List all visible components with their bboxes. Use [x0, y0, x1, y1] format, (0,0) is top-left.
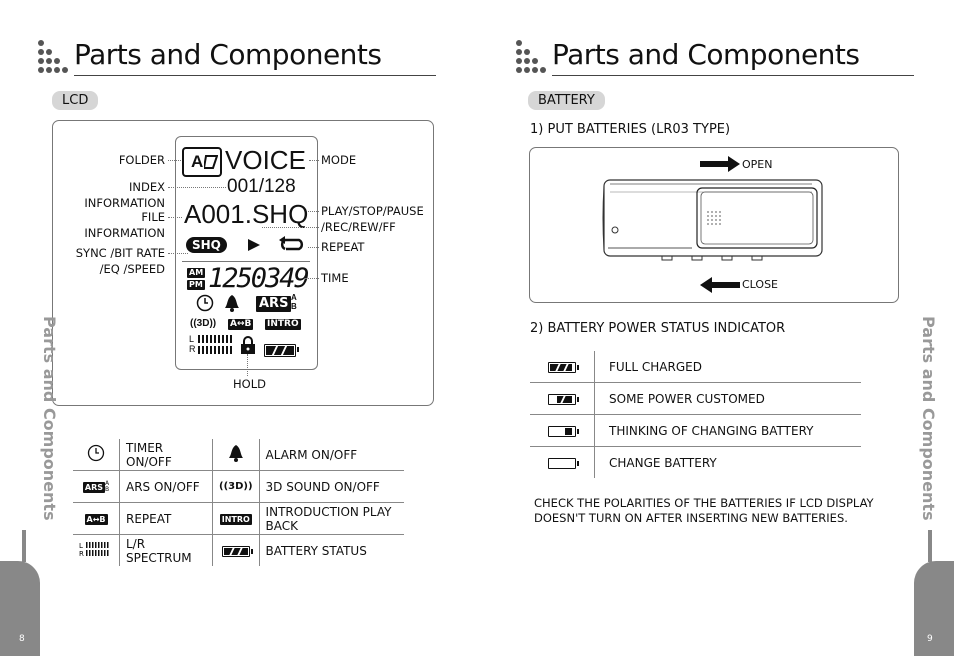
page-number-right: 9 [927, 634, 933, 644]
battery-two-thirds-icon [548, 394, 576, 405]
lcd-screen [175, 136, 318, 370]
recorder-device-illustration [602, 176, 828, 268]
intro-icon: INTRO [221, 514, 250, 524]
ars-badge: ARS [256, 296, 291, 312]
section-label-lcd: LCD [52, 91, 98, 110]
battery-level-cell [530, 415, 595, 447]
title-rule [552, 75, 914, 76]
lr-spectrum-bars [198, 335, 234, 355]
step1-heading: 1) PUT BATTERIES (LR03 TYPE) [530, 122, 731, 137]
svg-text:L: L [79, 542, 83, 550]
title-dots-decoration [38, 40, 74, 78]
battery-status-label: SOME POWER CUSTOMED [595, 383, 862, 415]
bell-icon [223, 294, 241, 312]
callout-file-information: FILE INFORMATION [84, 210, 165, 240]
quality-badge: SHQ [186, 237, 227, 253]
table-row [530, 415, 862, 447]
3d-sound-indicator: ((3D)) [190, 318, 217, 329]
table-row [73, 471, 405, 503]
am-indicator: AM [189, 268, 204, 277]
table-row [73, 535, 405, 567]
open-label: OPEN [742, 158, 773, 171]
lr-spectrum-icon [79, 541, 113, 557]
callout-mode: MODE [321, 153, 357, 167]
callout-index-information: INDEX INFORMATION [84, 180, 165, 210]
legend-icon-cell [213, 503, 260, 535]
callout-repeat: REPEAT [321, 240, 365, 254]
legend-icon-cell [213, 535, 260, 567]
legend-label: ARS ON/OFF [120, 471, 213, 503]
legend-label: 3D SOUND ON/OFF [259, 471, 404, 503]
battery-one-third-icon [548, 426, 576, 437]
battery-icon [222, 546, 250, 557]
open-arrow-icon [700, 156, 742, 172]
callout-hold: HOLD [233, 377, 266, 391]
intro-badge: INTRO [267, 319, 299, 329]
legend-label: REPEAT [120, 503, 213, 535]
lcd-file-text: A001.SHQ [184, 199, 309, 229]
svg-text:R: R [79, 550, 84, 557]
repeat-icon [277, 236, 307, 252]
legend-label: INTRODUCTION PLAY BACK [259, 503, 404, 535]
legend-label: BATTERY STATUS [259, 535, 404, 567]
ars-ab-mini: A B [105, 480, 110, 493]
callout-time: TIME [321, 271, 349, 285]
lcd-battery-icon [264, 344, 296, 357]
legend-icon-cell [73, 503, 120, 535]
battery-level-cell [530, 351, 595, 383]
lcd-divider [182, 261, 310, 262]
side-tab-right [914, 561, 954, 656]
title-dots-decoration [516, 40, 552, 78]
legend-label: L/R SPECTRUM [120, 535, 213, 567]
polarity-note: CHECK THE POLARITIES OF THE BATTERIES IF LCD DISPLAY DOESN'T TURN ON AFTER INSERTING NEW BATTERIES. [534, 496, 874, 525]
page-title: Parts and Components [74, 38, 382, 71]
ab-repeat-badge: A↔B [230, 319, 252, 329]
battery-full-icon [548, 362, 576, 373]
lcd-mode-text: VOICE [225, 145, 306, 175]
step2-heading: 2) BATTERY POWER STATUS INDICATOR [530, 321, 786, 336]
3d-sound-icon: ((3D)) [213, 471, 260, 503]
callout-play-stop: PLAY/STOP/PAUSE /REC/REW/FF [321, 204, 424, 234]
battery-status-label: THINKING OF CHANGING BATTERY [595, 415, 862, 447]
table-row [530, 351, 862, 383]
battery-empty-icon [548, 458, 576, 469]
table-row [73, 503, 405, 535]
table-row [73, 439, 405, 471]
side-tab-text-right: Parts and Components [919, 316, 938, 521]
ab-repeat-icon: A↔B [86, 514, 106, 524]
battery-level-cell [530, 447, 595, 479]
close-arrow-icon [700, 277, 742, 293]
clock-icon [196, 294, 214, 312]
title-rule [74, 75, 436, 76]
callout-folder: FOLDER [118, 153, 165, 167]
ars-icon: ARS [84, 482, 103, 492]
table-row [530, 447, 862, 479]
battery-status-table [529, 350, 862, 479]
legend-icon-cell [73, 535, 120, 567]
side-tab-text-left: Parts and Components [40, 316, 59, 521]
lcd-index-text: 001/128 [227, 176, 296, 197]
legend-icon-cell [73, 471, 120, 503]
battery-status-label: FULL CHARGED [595, 351, 862, 383]
section-label-battery: BATTERY [528, 91, 605, 110]
page-title: Parts and Components [552, 38, 860, 71]
bell-icon [227, 444, 245, 462]
close-label: CLOSE [742, 278, 779, 291]
legend-icon-cell [213, 439, 260, 471]
clock-icon [87, 444, 105, 462]
legend-label: ALARM ON/OFF [259, 439, 404, 471]
battery-status-label: CHANGE BATTERY [595, 447, 862, 479]
lcd-icon-legend-table [72, 438, 405, 567]
pm-indicator: PM [189, 280, 203, 289]
legend-icon-cell [73, 439, 120, 471]
lcd-time-digits: 1250349 [208, 263, 308, 294]
legend-label: TIMER ON/OFF [120, 439, 213, 471]
folder-icon [182, 147, 222, 177]
page-number-left: 8 [19, 634, 25, 644]
lr-indicator: L R [189, 334, 196, 354]
lock-icon [240, 336, 256, 354]
table-row [530, 383, 862, 415]
callout-sync-bitrate: SYNC /BIT RATE /EQ /SPEED [75, 246, 165, 276]
ars-ab: A B [291, 293, 297, 311]
battery-level-cell [530, 383, 595, 415]
folder-letter: A [191, 152, 204, 171]
play-icon [247, 238, 261, 252]
